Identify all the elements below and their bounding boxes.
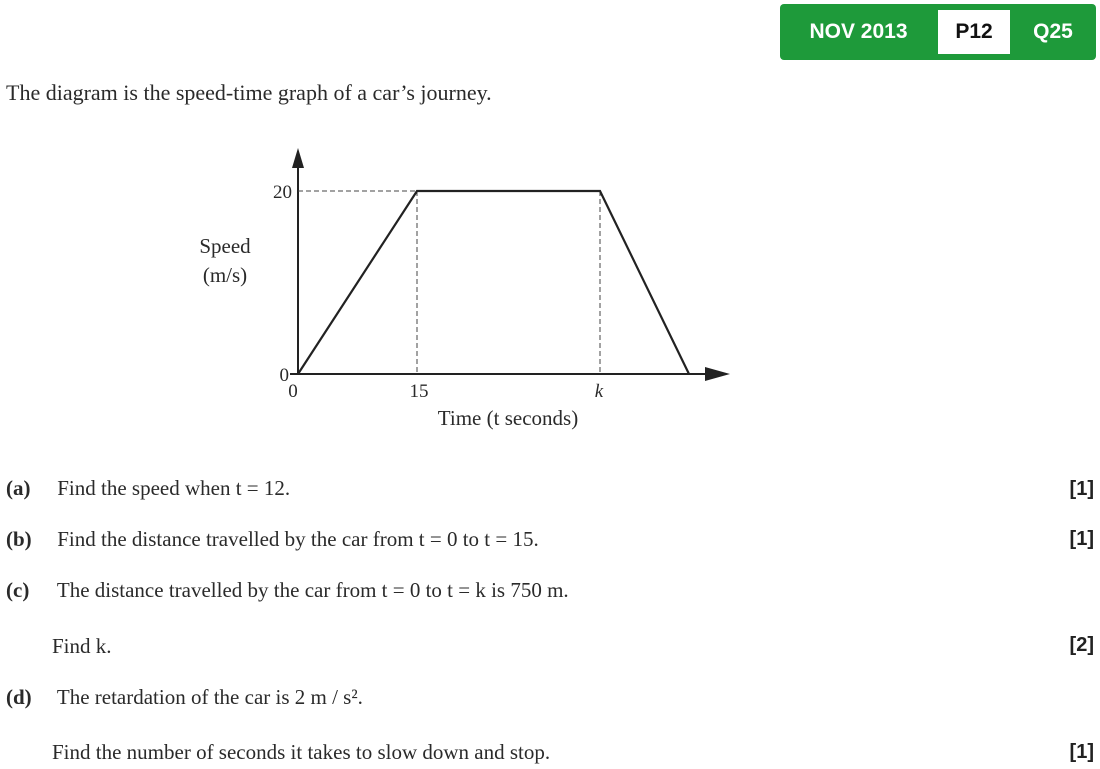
- y-axis-label-speed: Speed: [199, 234, 251, 258]
- question-a-label: (a): [6, 476, 31, 500]
- y-tick-20: 20: [273, 182, 292, 203]
- session-label: NOV 2013: [809, 20, 908, 43]
- question-d-subtext: Find the number of seconds it takes to slow down and stop.: [52, 740, 551, 764]
- question-a: [6, 476, 290, 501]
- intro-text: The diagram is the speed-time graph of a car’s journey.: [6, 80, 492, 105]
- question-reference-badge: [780, 4, 1096, 60]
- x-tick-0: 0: [288, 381, 298, 402]
- question-b: [6, 527, 539, 552]
- question-c-subtext: Find k.: [52, 634, 112, 658]
- y-axis-label-unit: (m/s): [202, 263, 248, 287]
- question-a-text: Find the speed when t = 12.: [57, 476, 291, 500]
- question-c-mark: [2]: [1069, 634, 1094, 656]
- question-c: [6, 578, 569, 603]
- journey-line: [298, 191, 689, 374]
- y-tick-0: 0: [279, 365, 289, 386]
- x-tick-k: k: [594, 381, 604, 402]
- x-tick-15: 15: [409, 381, 429, 402]
- x-axis-arrow: [705, 367, 730, 381]
- y-axis-arrow: [292, 148, 304, 168]
- question-b-text: Find the distance travelled by the car from t = 0 to t = 15.: [57, 527, 539, 551]
- question-d-mark: [1]: [1069, 741, 1094, 763]
- question-c-text: The distance travelled by the car from t = 0 to t = k is 750 m.: [56, 578, 569, 602]
- question-d: [6, 685, 363, 710]
- question-a-mark: [1]: [1069, 478, 1094, 500]
- paper-label: P12: [938, 10, 1010, 54]
- question-b-mark: [1]: [1069, 528, 1094, 550]
- question-d-label: (d): [6, 685, 32, 709]
- question-number-label: Q25: [1033, 20, 1073, 43]
- x-axis-label: Time (t seconds): [437, 406, 579, 430]
- question-d-text: The retardation of the car is 2 m / s².: [56, 685, 363, 709]
- speed-time-graph: [180, 135, 740, 435]
- question-b-label: (b): [6, 527, 32, 551]
- question-c-label: (c): [6, 578, 30, 602]
